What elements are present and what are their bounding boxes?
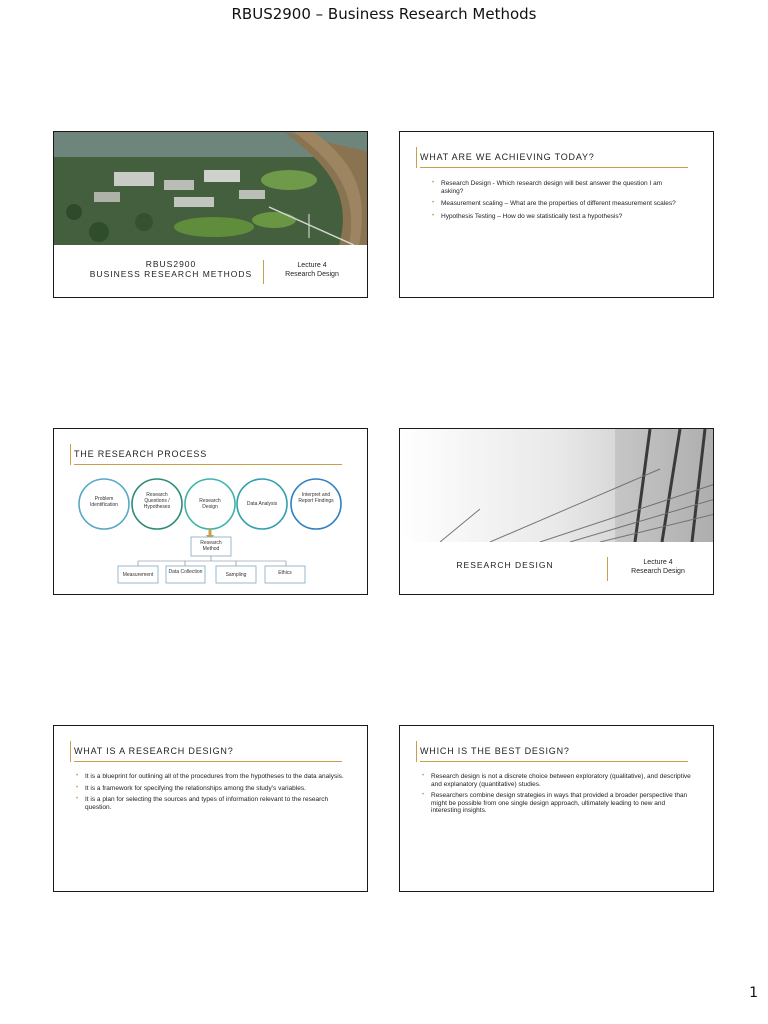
process-circle — [291, 479, 341, 529]
step-label: Research Design — [199, 498, 221, 510]
step-label: Interpret and Report Findings — [298, 492, 334, 504]
list-item: • Research design is not a discrete choice between exploratory (qualitative), and descriptive and explanatory (quantitative) studies. — [422, 773, 691, 788]
architecture-photo — [400, 429, 714, 542]
sub-label: Sampling — [225, 572, 247, 578]
divider — [263, 260, 264, 284]
lecture-topic: Research Design — [631, 568, 685, 575]
course-name: BUSINESS RESEARCH METHODS — [89, 269, 253, 279]
section-title: RESEARCH DESIGN — [456, 560, 554, 570]
bullet-icon: • — [422, 773, 425, 779]
bullet-icon: • — [76, 784, 79, 791]
list-item: • It is a plan for selecting the sources and types of information relevant to the research question. — [76, 796, 329, 811]
bullet-icon: • — [432, 180, 435, 186]
course-code: RBUS2900 — [145, 259, 197, 269]
page-number: 1 — [749, 985, 758, 1001]
bullet-icon: • — [432, 212, 435, 219]
bullet-list — [432, 180, 682, 224]
bullet-list — [76, 773, 346, 815]
step-label: Research Questions / Hypotheses — [143, 492, 171, 510]
lecture-topic: Research Design — [285, 271, 339, 278]
lecture-number: Lecture 4 — [297, 262, 327, 269]
slide-best-design — [399, 725, 714, 892]
step-label: Data Analysis — [246, 501, 278, 507]
lecture-info — [615, 558, 701, 576]
slide-agenda — [399, 131, 714, 298]
sub-label: Data Collection — [168, 569, 203, 575]
list-item: • Research Design - Which research design will best answer the question I am asking? — [432, 180, 663, 195]
campus-aerial-photo — [54, 132, 368, 245]
bullet-icon: • — [432, 200, 435, 206]
slide-section-research-design — [399, 428, 714, 595]
slide-research-process — [53, 428, 368, 595]
list-item: • Hypothesis Testing – How do we statistically test a hypothesis? — [432, 212, 623, 220]
slide-title — [53, 131, 368, 298]
lecture-info — [272, 261, 352, 279]
step-label: Problem Identification — [89, 496, 119, 508]
bullet-icon: • — [76, 796, 79, 802]
list-item: • It is a blueprint for outlining all of the procedures from the hypotheses to the data analysis. — [76, 773, 344, 780]
divider — [607, 557, 608, 581]
list-item: • Researchers combine design strategies in ways that provided a broader perspective than might be possible from one single design approach, ultimately leading to new and interesting insights. — [422, 792, 688, 814]
course-title — [76, 259, 266, 279]
sub-label: Measurement — [122, 572, 154, 578]
process-diagram — [54, 429, 368, 595]
bullet-list — [422, 773, 692, 819]
list-item: • It is a framework for specifying the relationships among the study's variables. — [76, 784, 306, 792]
method-label: Research Method — [200, 540, 222, 552]
list-item: • Measurement scaling – What are the properties of different measurement scales? — [432, 200, 676, 207]
bullet-icon: • — [76, 773, 79, 779]
slide-heading: THE RESEARCH PROCESS — [74, 449, 342, 465]
document-title: RBUS2900 – Business Research Methods — [231, 5, 537, 23]
slide-heading: WHAT ARE WE ACHIEVING TODAY? — [420, 152, 688, 168]
lecture-number: Lecture 4 — [643, 559, 673, 566]
slide-heading: WHICH IS THE BEST DESIGN? — [420, 746, 688, 762]
bullet-icon: • — [422, 792, 425, 798]
slide-what-is-research-design — [53, 725, 368, 892]
sub-label: Ethics — [278, 570, 292, 576]
slide-heading: WHAT IS A RESEARCH DESIGN? — [74, 746, 342, 762]
